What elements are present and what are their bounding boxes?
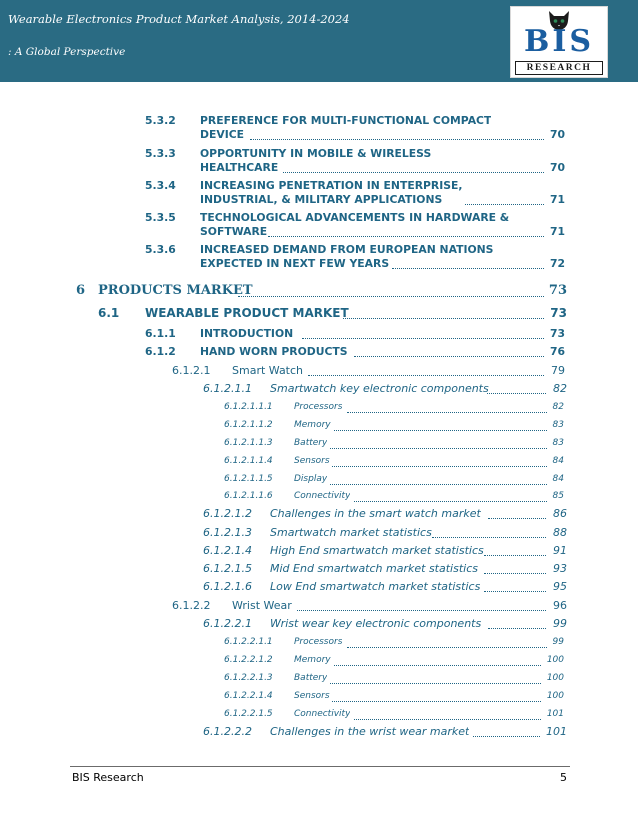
toc-page-number[interactable]: 99	[553, 617, 567, 630]
toc-number: 6	[76, 283, 86, 298]
toc-entry-text[interactable]: INCREASED DEMAND FROM EUROPEAN NATIONS	[200, 243, 494, 256]
toc-number: 6.1.2.2	[172, 599, 211, 612]
toc-number: 6.1.2.1.4	[203, 544, 252, 557]
toc-entry-text[interactable]: Mid End smartwatch market statistics	[270, 562, 478, 575]
toc-entry-text[interactable]: Battery	[294, 438, 328, 448]
toc-number: 5.3.3	[145, 147, 176, 160]
toc-entry-text[interactable]: OPPORTUNITY IN MOBILE & WIRELESS	[200, 147, 432, 160]
toc-page-number[interactable]: 73	[548, 283, 567, 298]
toc-entry-text[interactable]: Battery	[294, 673, 328, 683]
toc-entry-text[interactable]: Sensors	[294, 456, 330, 466]
dot-leader	[488, 517, 546, 519]
dot-leader	[484, 572, 546, 574]
toc-page-number[interactable]: 93	[553, 562, 567, 575]
toc-entry-text[interactable]: Memory	[294, 420, 331, 430]
dot-leader	[354, 718, 541, 720]
toc-entry-text[interactable]: Memory	[294, 655, 331, 665]
dot-leader	[238, 295, 544, 297]
toc-page-number[interactable]: 70	[549, 128, 565, 141]
toc-page-number[interactable]: 72	[549, 257, 565, 270]
toc-number: 6.1.2.1.1.2	[224, 420, 273, 430]
toc-number: 6.1.2.1.1.4	[224, 456, 273, 466]
toc-page-number[interactable]: 101	[546, 725, 567, 738]
toc-entry-text[interactable]: Processors	[294, 637, 343, 647]
toc-entry-text[interactable]: Smartwatch market statistics	[270, 526, 432, 539]
toc-entry-text[interactable]: HAND WORN PRODUCTS	[200, 345, 348, 358]
report-title: Wearable Electronics Product Market Analysis, 2014-2024	[8, 12, 350, 26]
dot-leader	[354, 355, 544, 357]
toc-entry-text[interactable]: Connectivity	[294, 709, 351, 719]
toc-entry-text[interactable]: Wrist Wear	[232, 599, 292, 612]
toc-page-number[interactable]: 76	[549, 345, 565, 358]
dot-leader	[250, 138, 544, 140]
toc-number: 6.1.2.2.1.3	[224, 673, 273, 683]
toc-number: 6.1.2.2.1	[203, 617, 252, 630]
toc-page-number[interactable]: 85	[552, 491, 564, 501]
toc-number: 6.1.2.1.5	[203, 562, 252, 575]
dot-leader	[297, 609, 546, 611]
toc-number: 6.1.1	[145, 327, 176, 340]
toc-number: 5.3.6	[145, 243, 176, 256]
toc-entry-text[interactable]: High End smartwatch market statistics	[270, 544, 484, 557]
toc-number: 6.1.2.1.2	[203, 507, 252, 520]
dot-leader	[334, 429, 547, 431]
toc-number: 6.1.2.1.1.6	[224, 491, 273, 501]
logo-research-text: RESEARCH	[515, 61, 603, 75]
toc-number: 5.3.5	[145, 211, 176, 224]
toc-page-number[interactable]: 91	[553, 544, 567, 557]
toc-number: 6.1.2.2.2	[203, 725, 252, 738]
toc-page-number[interactable]: 73	[550, 306, 567, 320]
dot-leader	[488, 627, 546, 629]
dot-leader	[465, 203, 544, 205]
dot-leader	[283, 171, 544, 173]
dot-leader	[354, 500, 547, 502]
toc-page-number[interactable]: 100	[546, 691, 564, 701]
toc-entry-text[interactable]: Challenges in the smart watch market	[270, 507, 481, 520]
toc-number: 6.1.2.1.6	[203, 580, 252, 593]
toc-page-number[interactable]: 84	[552, 474, 564, 484]
toc-number: 6.1.2.1.1.5	[224, 474, 273, 484]
dot-leader	[347, 411, 547, 413]
dot-leader	[330, 483, 547, 485]
toc-entry-text[interactable]: TECHNOLOGICAL ADVANCEMENTS IN HARDWARE &	[200, 211, 510, 224]
toc-page-number[interactable]: 71	[549, 193, 565, 206]
dot-leader	[268, 235, 544, 237]
toc-number: 5.3.4	[145, 179, 176, 192]
toc-entry-text[interactable]: EXPECTED IN NEXT FEW YEARS	[200, 257, 390, 270]
toc-entry-text[interactable]: DEVICE	[200, 128, 245, 141]
toc-entry-text[interactable]: Processors	[294, 402, 343, 412]
toc-entry-text[interactable]: Wrist wear key electronic components	[270, 617, 482, 630]
toc-entry-text[interactable]: Sensors	[294, 691, 330, 701]
toc-number: 6.1.2.1.1.3	[224, 438, 273, 448]
dot-leader	[473, 735, 540, 737]
toc-number: 6.1.2.1.3	[203, 526, 252, 539]
toc-number: 6.1.2.2.1.1	[224, 637, 273, 647]
dot-leader	[343, 317, 544, 319]
toc-entry-text[interactable]: Challenges in the wrist wear market	[270, 725, 470, 738]
toc-entry-text[interactable]: HEALTHCARE	[200, 161, 279, 174]
dot-leader	[487, 392, 546, 394]
footer-divider	[70, 766, 570, 767]
dot-leader	[330, 682, 541, 684]
toc-page-number[interactable]: 84	[552, 456, 564, 466]
dot-leader	[308, 374, 544, 376]
dot-leader	[392, 267, 544, 269]
toc-page-number[interactable]: 96	[553, 599, 567, 612]
toc-page-number[interactable]: 82	[552, 402, 564, 412]
toc-page-number[interactable]: 79	[551, 364, 565, 377]
toc-entry-text[interactable]: WEARABLE PRODUCT MARKET	[145, 306, 349, 320]
dot-leader	[332, 700, 541, 702]
toc-number: 6.1.2	[145, 345, 176, 358]
toc-entry-text[interactable]: PRODUCTS MARKET	[98, 283, 253, 298]
toc-page-number[interactable]: 95	[553, 580, 567, 593]
toc-page-number[interactable]: 70	[549, 161, 565, 174]
toc-entry-text[interactable]: INTRODUCTION	[200, 327, 294, 340]
dot-leader	[347, 646, 547, 648]
toc-number: 6.1.2.2.1.2	[224, 655, 273, 665]
toc-entry-text[interactable]: INCREASING PENETRATION IN ENTERPRISE,	[200, 179, 463, 192]
toc-entry-text[interactable]: PREFERENCE FOR MULTI-FUNCTIONAL COMPACT	[200, 114, 492, 127]
toc-number: 6.1.2.1.1	[203, 382, 252, 395]
toc-number: 5.3.2	[145, 114, 176, 127]
dot-leader	[432, 536, 546, 538]
toc-page-number[interactable]: 100	[546, 655, 564, 665]
dot-leader	[302, 337, 544, 339]
toc-entry-text[interactable]: Smartwatch key electronic components	[270, 382, 489, 395]
toc-page-number[interactable]: 99	[552, 637, 564, 647]
dot-leader	[334, 664, 541, 666]
toc-number: 6.1.2.1	[172, 364, 211, 377]
toc-entry-text[interactable]: Connectivity	[294, 491, 351, 501]
dot-leader	[330, 447, 547, 449]
toc-page-number[interactable]: 83	[552, 438, 564, 448]
toc-page-number[interactable]: 88	[553, 526, 567, 539]
toc-entry-text[interactable]: Display	[294, 474, 328, 484]
toc-page-number[interactable]: 82	[553, 382, 567, 395]
toc-number: 6.1	[98, 306, 120, 320]
dot-leader	[332, 465, 547, 467]
toc-entry-text[interactable]: Smart Watch	[232, 364, 304, 377]
toc-entry-text[interactable]: Low End smartwatch market statistics	[270, 580, 481, 593]
toc-page-number[interactable]: 83	[552, 420, 564, 430]
logo-bis-text: BIS	[523, 24, 595, 59]
toc-page-number[interactable]: 101	[546, 709, 564, 719]
toc-page-number[interactable]: 86	[553, 507, 567, 520]
dot-leader	[484, 590, 546, 592]
report-subtitle: : A Global Perspective	[8, 46, 126, 58]
toc-number: 6.1.2.2.1.4	[224, 691, 273, 701]
toc-page-number[interactable]: 73	[549, 327, 565, 340]
dot-leader	[484, 554, 546, 556]
toc-number: 6.1.2.1.1.1	[224, 402, 273, 412]
toc-number: 6.1.2.2.1.5	[224, 709, 273, 719]
footer-publisher: BIS Research	[72, 771, 144, 784]
toc-page-number[interactable]: 100	[546, 673, 564, 683]
footer-page-number: 5	[560, 771, 567, 784]
toc-entry-text[interactable]: SOFTWARE	[200, 225, 268, 238]
toc-entry-text[interactable]: INDUSTRIAL, & MILITARY APPLICATIONS	[200, 193, 443, 206]
toc-page-number[interactable]: 71	[549, 225, 565, 238]
